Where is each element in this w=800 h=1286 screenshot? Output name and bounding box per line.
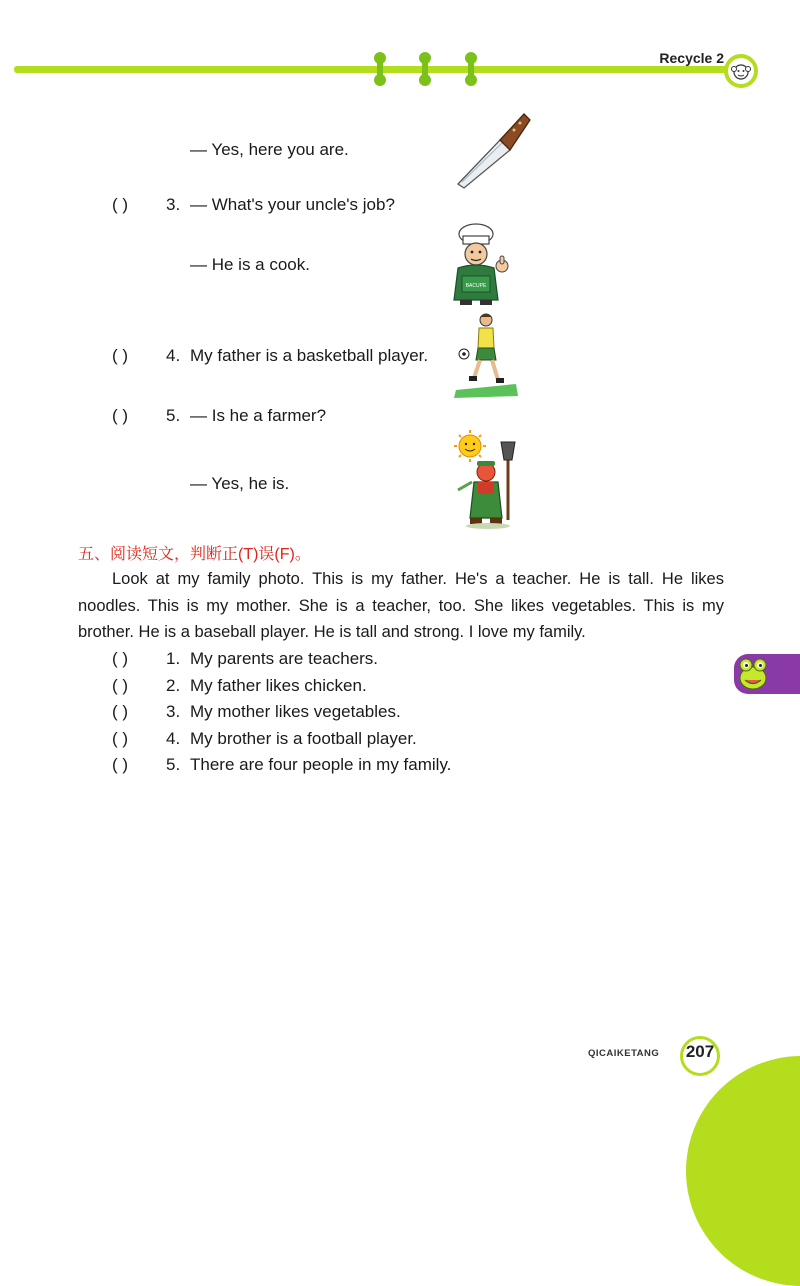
section-title: 五、阅读短文，判断正(T)误(F)。	[78, 546, 311, 563]
farmer-icon	[450, 428, 526, 530]
question-number: 4.	[166, 346, 181, 365]
question-text: My parents are teachers.	[190, 649, 379, 668]
binder-pin-icon	[377, 54, 383, 84]
answer-paren[interactable]: ( )	[112, 406, 129, 425]
footer-brand: QICAIKETANG	[588, 1048, 660, 1059]
question-number: 5.	[166, 406, 181, 425]
binder-pin-icon	[422, 54, 428, 84]
binder-pin-icon	[468, 54, 474, 84]
question-line: — What's your uncle's job?	[190, 195, 395, 214]
side-tab	[734, 654, 800, 694]
question-line: — Is he a farmer?	[190, 406, 327, 425]
answer-paren[interactable]: ( )	[112, 346, 129, 365]
question-number: 3.	[166, 195, 181, 214]
football-player-icon	[452, 312, 522, 398]
question-number: 3.	[166, 702, 181, 721]
answer-paren[interactable]: ( )	[112, 755, 129, 774]
question-number: 4.	[166, 729, 181, 748]
answer-paren[interactable]: ( )	[112, 729, 129, 748]
sun-icon	[454, 430, 486, 462]
question-number: 2.	[166, 676, 181, 695]
reading-passage: Look at my family photo. This is my father. He's a teacher. He is tall. He likes noodles. This is my mother. She is a teacher, too. She likes vegetables. This is my brother. He is a baseball player. He is tall and strong. I love my family.	[78, 570, 724, 641]
header-badge	[724, 54, 758, 88]
cook-icon	[446, 222, 512, 306]
header-bar	[14, 66, 730, 73]
answer-line: — Yes, he is.	[190, 474, 290, 493]
frog-icon	[736, 656, 770, 692]
question-text: There are four people in my family.	[190, 755, 452, 774]
footer-decoration	[686, 1056, 800, 1286]
answer-paren[interactable]: ( )	[112, 195, 129, 214]
answer-line: — Yes, here you are.	[190, 140, 349, 159]
unit-title: Recycle 2	[659, 50, 724, 66]
question-number: 5.	[166, 755, 181, 774]
question-number: 1.	[166, 649, 181, 668]
question-text: My mother likes vegetables.	[190, 702, 401, 721]
answer-paren[interactable]: ( )	[112, 649, 129, 668]
page-number: 207	[685, 1042, 715, 1061]
apron-text: BACUPE	[465, 283, 487, 289]
knife-icon	[452, 110, 532, 190]
question-text: My father likes chicken.	[190, 676, 367, 695]
answer-paren[interactable]: ( )	[112, 702, 129, 721]
question-text: My brother is a football player.	[190, 729, 417, 748]
statement-line: My father is a basketball player.	[190, 346, 429, 365]
monkey-face-icon	[730, 60, 752, 82]
answer-paren[interactable]: ( )	[112, 676, 129, 695]
answer-line: — He is a cook.	[190, 255, 310, 274]
